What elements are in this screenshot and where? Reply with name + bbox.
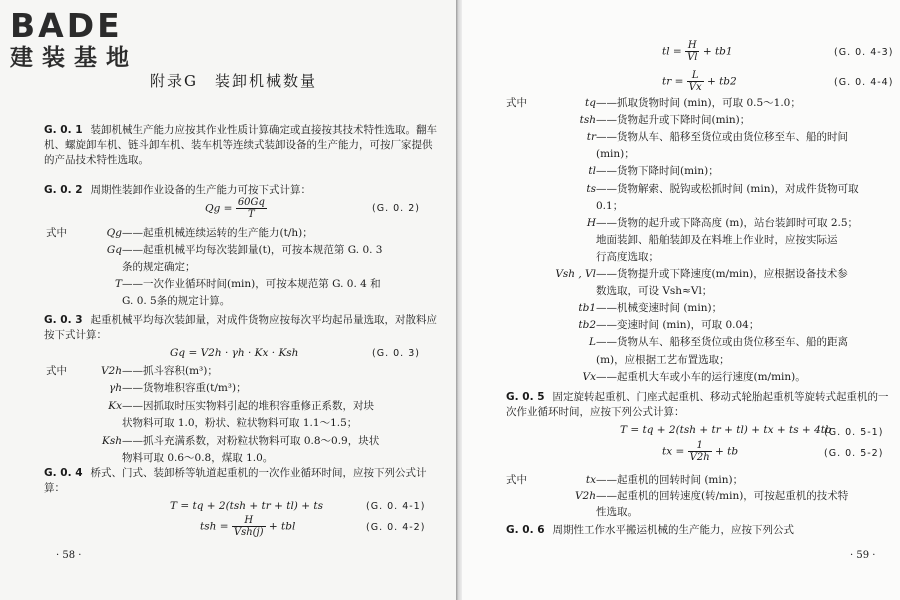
symbol: Vx — [582, 370, 596, 383]
clause-number: G. 0. 1 — [44, 124, 83, 136]
symbol-description: ——货物起升或下降时间(min)； — [596, 114, 751, 127]
symbol: Ksh — [102, 434, 122, 447]
symbol: V2h — [100, 365, 122, 377]
symbol-description: 0.1； — [596, 199, 624, 212]
formula-number: (G. 0. 4-4) — [834, 77, 894, 88]
symbol-definition — [46, 381, 247, 396]
fraction: $\frac{H}{Vl}$ — [687, 40, 698, 63]
symbol: tr — [586, 131, 596, 144]
symbol: Qg — [106, 227, 122, 239]
clause-number: G. 0. 6 — [506, 524, 545, 536]
appendix-title: 附录G 装卸机械数量 — [150, 72, 317, 90]
symbol: tx — [585, 474, 596, 486]
symbol-description: ——抓取货物时间 (min)，可取 0.5～1.0； — [596, 97, 801, 109]
symbol: V2h — [574, 490, 596, 502]
formula-g04-1: T = tq + 2(tsh + tr + tl) + ts — [170, 500, 323, 512]
symbol-description: (min)； — [596, 148, 635, 161]
symbol-description: (m)，应根据工艺布置选取； — [596, 353, 730, 366]
clause-g05 — [506, 390, 891, 420]
symbol-definition — [506, 505, 638, 520]
symbol-description: ——货物提升或下降速度(m/min)，应根据设备技术参 — [596, 268, 848, 280]
symbol-definition — [506, 113, 750, 128]
symbol-definition — [46, 364, 218, 379]
page-number: · 58 · — [56, 550, 82, 561]
fraction: $\frac{L}{Vx}$ — [688, 70, 702, 93]
formula-number: (G. 0. 2) — [372, 203, 420, 214]
symbol-description: 地面装卸、船舶装卸及在料堆上作业时，应按实际运 — [596, 233, 838, 246]
symbol-intro: 式中 — [46, 365, 67, 377]
symbol-description: ——起重机械连续运转的生产能力(t/h)； — [122, 227, 313, 239]
symbol: Gq — [106, 244, 122, 256]
symbol-definition — [506, 96, 801, 111]
symbol-description: ——货物解索、脱钩或松抓时间 (min)，对成件货物可取 — [596, 182, 859, 195]
symbol-definition — [506, 250, 659, 265]
symbol-definition — [506, 130, 848, 145]
symbol-definition — [46, 416, 357, 431]
symbol-definition — [506, 182, 859, 197]
formula-number: (G. 0. 5-2) — [824, 448, 884, 459]
clause-text: 固定旋转起重机、门座式起重机、移动式轮胎起重机等旋转式起重机的一次作业循环时间，应按下列公式计算： — [506, 391, 889, 418]
symbol-definition — [506, 267, 848, 282]
symbol-description: ——货物堆积容重(t/m³)； — [122, 382, 247, 395]
symbol-intro: 式中 — [506, 97, 527, 109]
symbol-definition — [506, 370, 806, 385]
symbol-description: ——货物从车、船移至货位或由货位移至车、船的距离 — [596, 336, 848, 349]
symbol: tb2 — [578, 319, 596, 332]
symbol-intro: 式中 — [506, 474, 527, 486]
symbol: Kx — [108, 399, 122, 412]
symbol-description: ——货物的起升或下降高度 (m)，站台装卸时可取 2.5； — [596, 216, 859, 229]
logo-wordmark: BADE — [10, 6, 123, 45]
clause-number: G. 0. 3 — [44, 314, 83, 326]
bade-logo — [10, 8, 175, 72]
symbol-description: ——货物从车、船移至货位或由货位移至车、船的时间 — [596, 131, 848, 144]
symbol: tb1 — [578, 302, 596, 315]
symbol-definition — [506, 318, 759, 333]
clause-text: 周期性装卸作业设备的生产能力可按下式计算： — [90, 184, 312, 196]
symbol-definition — [506, 233, 838, 248]
symbol-definition — [506, 353, 730, 368]
symbol-description: ——抓斗容积(m³)； — [122, 365, 218, 377]
symbol: ts — [586, 182, 596, 195]
clause-number: G. 0. 4 — [44, 467, 83, 479]
symbol-description: 数选取，可设 Vsh≈Vl； — [596, 285, 713, 298]
fraction: $\frac{60Gq}{T}$ — [237, 197, 265, 220]
symbol: H — [586, 216, 596, 229]
formula-number: (G. 0. 5-1) — [824, 427, 884, 438]
formula-number: (G. 0. 4-2) — [366, 522, 426, 533]
symbol-definition — [46, 277, 381, 292]
symbol-description: ——起重机的回转时间 (min)； — [596, 474, 744, 486]
symbol-description: ——一次作业循环时间(min)，可按本规范第 G. 0. 4 和 — [122, 278, 381, 290]
symbol-definition — [46, 399, 374, 414]
symbol-description: ——抓斗充满系数，对粉粒状物料可取 0.8～0.9，块状 — [122, 434, 380, 447]
symbol-description: G. 0. 5条的规定计算。 — [122, 295, 231, 307]
clause-number: G. 0. 5 — [506, 391, 545, 403]
symbol: L — [589, 336, 596, 349]
symbol: tq — [585, 97, 596, 109]
symbol-definition — [506, 335, 848, 350]
symbol-definition — [46, 260, 196, 275]
formula-g05-2: tx = $\frac{1}{V2h}$ + tb — [662, 440, 739, 463]
formula-number: (G. 0. 4-1) — [366, 501, 426, 512]
symbol-description: ——机械变速时间 (min)； — [596, 302, 723, 315]
formula-number: (G. 0. 3) — [372, 348, 420, 359]
symbol-intro: 式中 — [46, 227, 67, 239]
formula-lhs: Qg = — [205, 202, 233, 215]
symbol: γh — [108, 382, 122, 395]
symbol-definition — [506, 489, 848, 504]
symbol-description: ——起重机械平均每次装卸量(t)，可按本规范第 G. 0. 3 — [122, 244, 383, 256]
clause-text: 装卸机械生产能力应按其作业性质计算确定或直接按其技术特性选取。翻车机、螺旋卸车机、链斗卸车机、装车机等连续式装卸设备的生产能力，可按厂家提供的产品技术特性选取。 — [44, 124, 438, 166]
symbol-definition — [506, 301, 722, 316]
symbol-description: ——货物下降时间(min)； — [596, 165, 719, 178]
formula-g03: Gq = V2h · γh · Kx · Ksh — [170, 347, 299, 359]
formula-g04-3: tl = $\frac{H}{Vl}$ + tb1 — [662, 40, 733, 63]
clause-number: G. 0. 2 — [44, 184, 83, 196]
clause-g01 — [44, 123, 439, 168]
clause-text: 起重机械平均每次装卸量，对成件货物应按每次平均起吊量选取，对散料应按下式计算： — [44, 314, 438, 341]
symbol-definition — [506, 284, 712, 299]
symbol-definition — [46, 294, 230, 309]
symbol-definition — [506, 164, 719, 179]
symbol-description: 性选取。 — [596, 506, 638, 518]
clause-g04 — [44, 466, 439, 496]
symbol-description: ——起重机的回转速度(转/min)，可按起重机的技术特 — [596, 490, 849, 502]
clause-g02 — [44, 183, 439, 198]
symbol-definition — [46, 434, 379, 449]
symbol-definition — [46, 243, 382, 258]
fraction: $\frac{1}{V2h}$ — [689, 440, 710, 463]
symbol: tsh — [579, 114, 596, 127]
clause-g06 — [506, 523, 891, 538]
fraction: $\frac{H}{\text{Vsh(j)}}$ — [233, 515, 264, 538]
symbol-definition — [506, 473, 743, 488]
page-number: · 59 · — [850, 550, 876, 561]
formula-g02 — [205, 197, 267, 220]
clause-text: 桥式、门式、装卸桥等轨道起重机的一次作业循环时间，应按下列公式计算： — [44, 467, 427, 494]
symbol-definition — [46, 226, 313, 241]
logo-subtitle: 建装基地 — [10, 45, 138, 71]
symbol-definition — [46, 451, 273, 466]
formula-g04-4: tr = $\frac{L}{Vx}$ + tb2 — [662, 70, 737, 93]
symbol-description: 行高度选取； — [596, 250, 659, 263]
symbol-description: ——因抓取时压实物料引起的堆积容重修正系数，对块 — [122, 399, 374, 412]
symbol-description: 物料可取 0.6～0.8，煤取 1.0。 — [122, 452, 274, 464]
symbol-definition — [506, 199, 623, 214]
symbol: tl — [588, 165, 596, 178]
formula-number: (G. 0. 4-3) — [834, 47, 894, 58]
symbol-description: ——变速时间 (min)，可取 0.04； — [596, 319, 760, 332]
symbol: Vsh , Vl — [555, 268, 596, 280]
symbol-description: ——起重机大车或小车的运行速度(m/min)。 — [596, 370, 806, 383]
symbol-description: 状物料可取 1.0，粉状、粒状物料可取 1.1～1.5； — [122, 417, 358, 430]
symbol-definition — [506, 147, 635, 162]
clause-g03 — [44, 313, 439, 343]
right-page — [462, 0, 900, 600]
clause-text: 周期性工作水平搬运机械的生产能力，应按下列公式 — [552, 524, 795, 536]
formula-g04-2: tsh = $\frac{H}{\text{Vsh(j)}}$ + tbl — [200, 515, 296, 538]
formula-g05-1: T = tq + 2(tsh + tr + tl) + tx + ts + 4tb — [620, 424, 832, 436]
symbol-description: 条的规定确定； — [122, 261, 196, 273]
symbol-definition — [506, 216, 858, 231]
symbol: T — [114, 278, 122, 290]
